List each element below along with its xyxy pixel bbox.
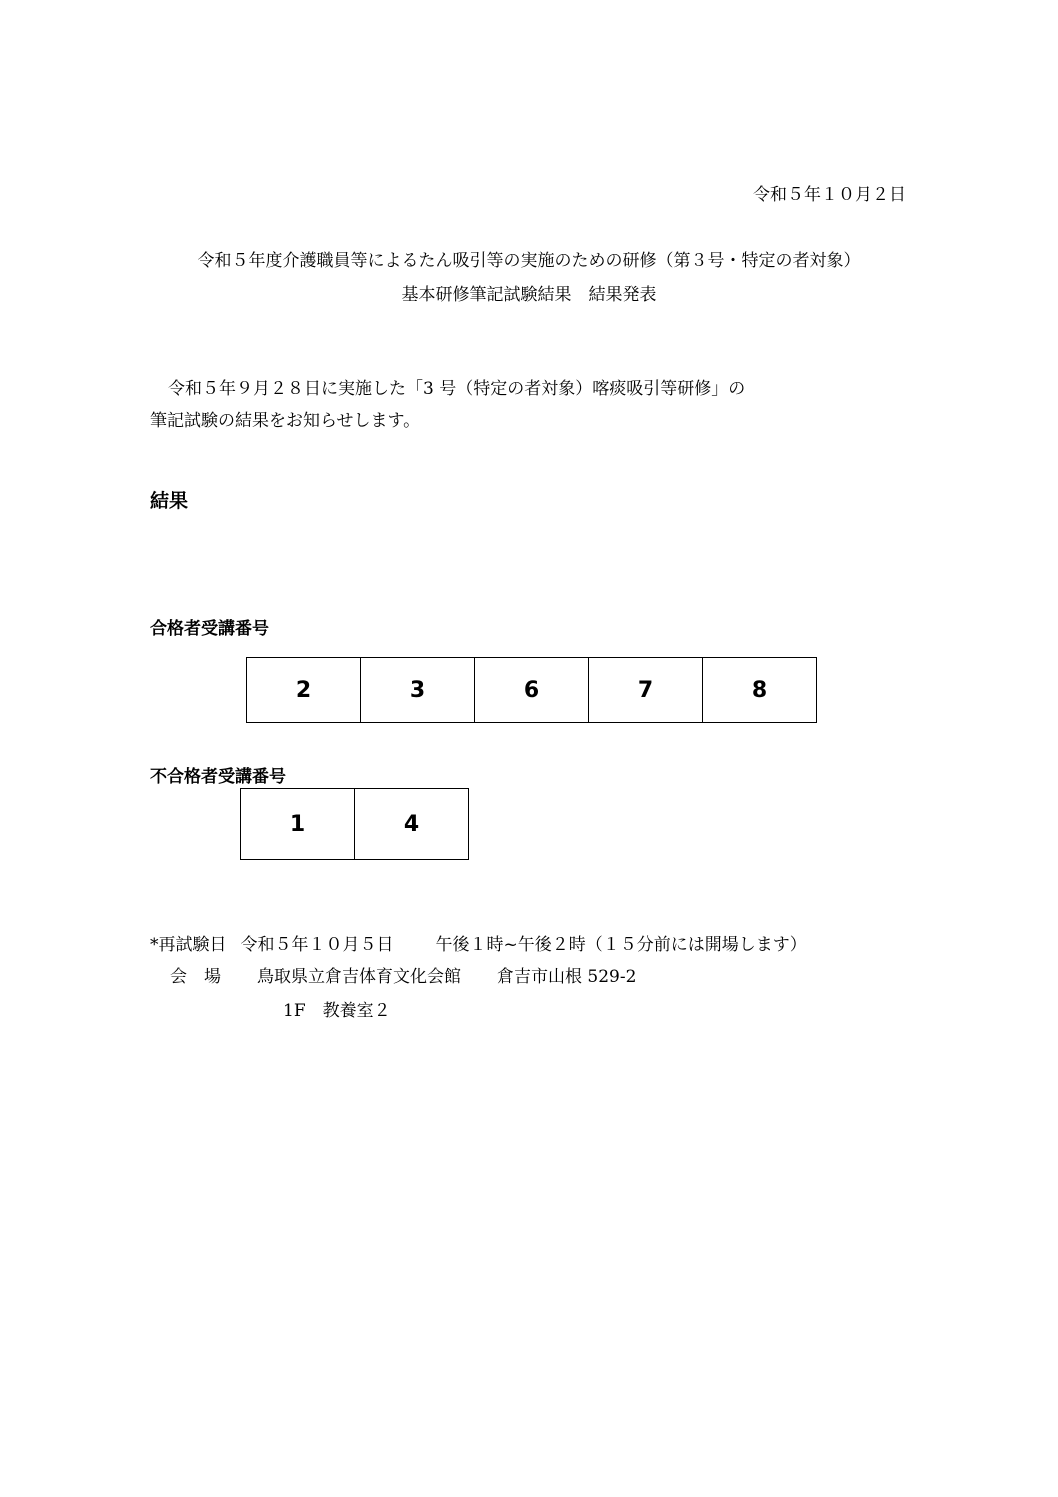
passed-numbers-table — [246, 657, 817, 723]
failed-heading: 不合格者受講番号 — [150, 767, 286, 787]
venue-label: 会 場 — [170, 967, 221, 987]
venue-address: 倉吉市山根 529-2 — [497, 967, 637, 987]
venue-name: 鳥取県立倉吉体育文化会館 — [257, 967, 461, 987]
intro-line2: 筆記試験の結果をお知らせします。 — [150, 411, 421, 431]
document-title-line1: 令和５年度介護職員等によるたん吸引等の実施のための研修（第３号・特定の者対象） — [197, 251, 861, 271]
document-title-line2: 基本研修筆記試験結果 結果発表 — [401, 285, 657, 305]
passed-heading: 合格者受講番号 — [150, 619, 269, 639]
retest-label: *再試験日 — [150, 935, 227, 955]
retest-time: 午後１時~午後２時（１５分前には開場します） — [435, 935, 807, 955]
passed-number-cell: 8 — [703, 658, 817, 723]
failed-number-cell: 4 — [355, 789, 469, 860]
failed-number-cell: 1 — [241, 789, 355, 860]
document-date: 令和５年１０月２日 — [753, 185, 906, 205]
passed-number-cell: 3 — [361, 658, 475, 723]
result-heading: 結果 — [150, 490, 189, 512]
passed-number-cell: 7 — [589, 658, 703, 723]
retest-line — [150, 930, 807, 955]
retest-date: 令和５年１０月５日 — [240, 935, 394, 955]
failed-numbers-table — [240, 788, 469, 860]
venue-line — [170, 962, 636, 987]
venue-room: 1F 教養室２ — [283, 1001, 391, 1021]
passed-number-cell: 6 — [475, 658, 589, 723]
intro-line1: 令和５年９月２８日に実施した「3 号（特定の者対象）喀痰吸引等研修」の — [168, 379, 746, 399]
passed-number-cell: 2 — [247, 658, 361, 723]
